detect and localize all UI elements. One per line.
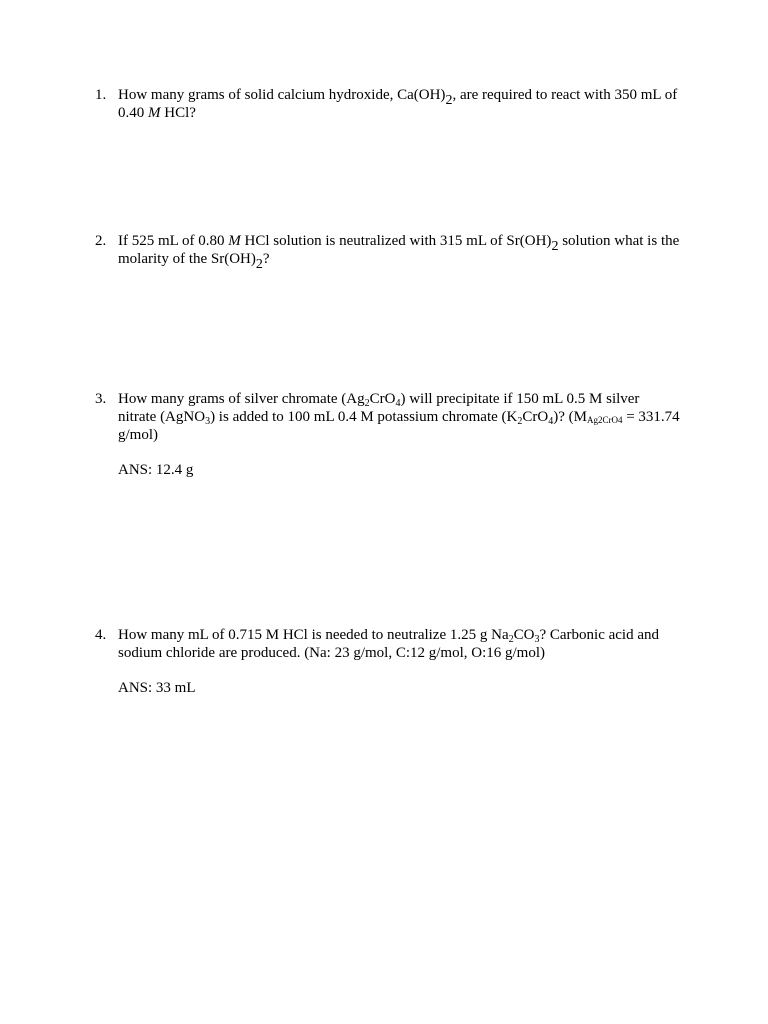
question-text: How many grams of silver chromate $(Ag_2CrO_4)$ will precipitate if 150 mL 0.5 M silver nitrate (AgNO$_3$) is added to 100 mL 0.4 M potassium chromate $(K_2CrO_4)$? ($M_{Ag2CrO4} = 331.74$ g/mol) [118, 391, 680, 443]
question-text: If 525 mL of 0.80 M HCl solution is neutralized with 315 mL of $Sr(OH)_2$ solution what is the molarity of the $Sr(OH)_2$? [118, 233, 680, 272]
question-2 [95, 232, 680, 272]
question-number: 3. [95, 391, 107, 407]
question-number: 1. [95, 87, 107, 103]
question-3 [95, 390, 680, 479]
answer: ANS: 33 mL [118, 680, 196, 696]
question-number: 2. [95, 233, 107, 249]
question-1 [95, 86, 680, 122]
question-text: How many mL of 0.715 M HCl is needed to neutralize 1.25 g $Na_2CO_3$? Carbonic acid and sodium chloride are produced. (Na: 23 g/mol, C:12 g/mol, O:16 g/mol) [118, 627, 659, 661]
question-number: 4. [95, 627, 107, 643]
question-text: How many grams of solid calcium hydroxide, $Ca(OH)_2$, are required to react with 350 mL of 0.40 M HCl? [118, 87, 678, 121]
question-4 [95, 626, 685, 697]
answer: ANS: 12.4 g [118, 462, 194, 478]
